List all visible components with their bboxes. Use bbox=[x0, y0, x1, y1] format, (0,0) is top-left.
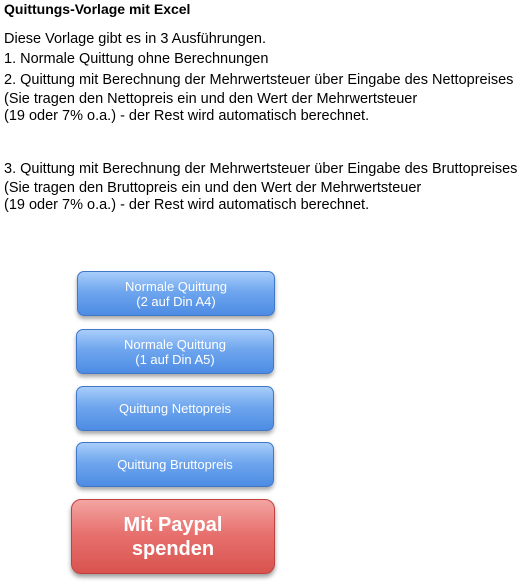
option-2-detail-2: (19 oder 7% o.a.) - der Rest wird automatisch berechnet. bbox=[4, 108, 370, 124]
button-quittung-a5-line2: (1 auf Din A5) bbox=[135, 351, 215, 367]
option-3-detail-1: (Sie tragen den Bruttopreis ein und den Wert der Mehrwertsteuer bbox=[4, 180, 422, 196]
option-2-detail-1: (Sie tragen den Nettopreis ein und den Wert der Mehrwertsteuer bbox=[4, 91, 418, 107]
button-quittung-brutto[interactable] bbox=[76, 442, 274, 487]
option-3-text: 3. Quittung mit Berechnung der Mehrwertsteuer über Eingabe des Bruttopreises bbox=[4, 161, 518, 177]
paypal-donate-line2: spenden bbox=[131, 537, 215, 560]
button-quittung-netto-label: Quittung Nettopreis bbox=[118, 401, 231, 416]
button-quittung-a5-line1: Normale Quittung bbox=[124, 336, 226, 352]
button-quittung-a4-line1: Normale Quittung bbox=[125, 278, 227, 294]
button-quittung-a4[interactable] bbox=[77, 271, 275, 316]
option-2-text: 2. Quittung mit Berechnung der Mehrwertsteuer über Eingabe des Nettopreises bbox=[4, 72, 514, 88]
button-quittung-brutto-label: Quittung Bruttopreis bbox=[117, 457, 233, 472]
button-quittung-netto[interactable] bbox=[76, 386, 274, 431]
intro-text: Diese Vorlage gibt es in 3 Ausführungen. bbox=[4, 31, 266, 47]
paypal-donate-button[interactable] bbox=[71, 499, 275, 574]
option-1-text: 1. Normale Quittung ohne Berechnungen bbox=[4, 51, 269, 67]
option-3-detail-2: (19 oder 7% o.a.) - der Rest wird automatisch berechnet. bbox=[4, 197, 370, 213]
paypal-donate-line1: Mit Paypal bbox=[123, 513, 223, 536]
page-title: Quittungs-Vorlage mit Excel bbox=[4, 1, 191, 17]
button-quittung-a5[interactable] bbox=[76, 329, 274, 374]
button-quittung-a4-line2: (2 auf Din A4) bbox=[136, 293, 216, 309]
